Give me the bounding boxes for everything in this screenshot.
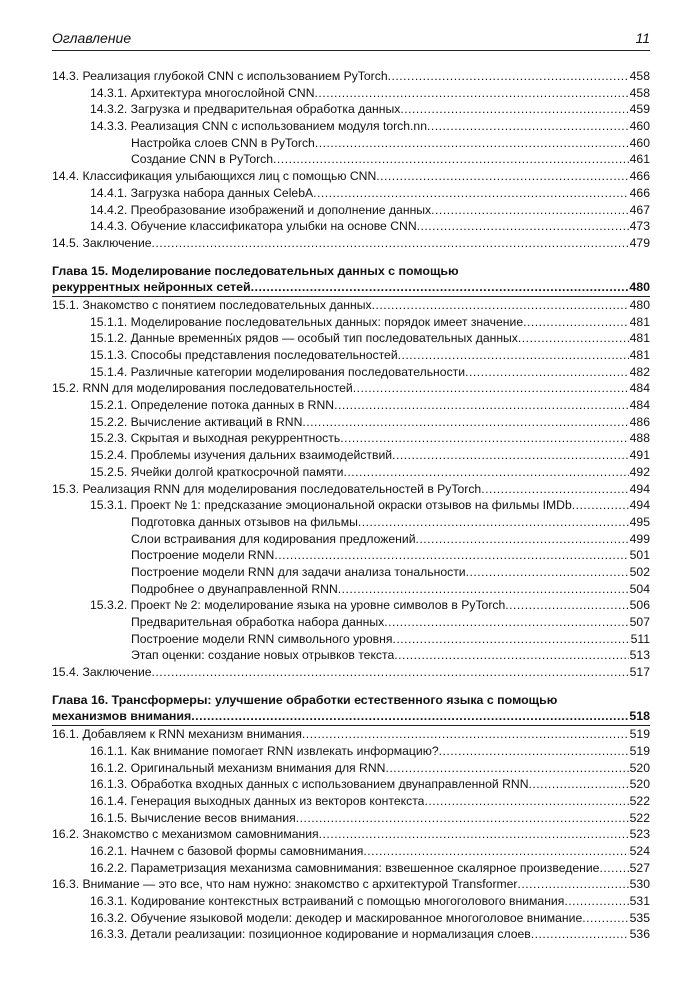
toc-entry-title: 15.2.2. Вычисление активаций в RNN xyxy=(90,414,303,429)
toc-entry-title: 16.3.1. Кодирование контекстных встраиваний с помощью многоголового внимания xyxy=(90,894,565,908)
dot-leader xyxy=(384,614,628,631)
toc-entry-title: 15.1.2. Данные временны́х рядов — особый тип последовательных данных xyxy=(90,331,518,346)
toc-entry-page: 480 xyxy=(629,297,650,312)
toc-entry-page: 520 xyxy=(629,760,650,775)
toc-entry[interactable] xyxy=(52,447,650,464)
toc-entry-page: 524 xyxy=(629,843,650,858)
toc-block-chapter-15 xyxy=(52,297,650,681)
dot-leader xyxy=(505,597,628,614)
toc-entry-page: 513 xyxy=(629,648,650,663)
toc-entry[interactable] xyxy=(52,843,650,860)
running-title: Оглавление xyxy=(52,30,132,46)
toc-entry-page: 466 xyxy=(629,169,650,184)
toc-entry-title: 16.2. Знакомство с механизмом самовнимания xyxy=(52,827,319,842)
toc-entry[interactable] xyxy=(52,597,650,614)
toc-entry-page: 458 xyxy=(629,69,650,83)
page-header xyxy=(52,30,650,51)
toc-entry-title: 15.3. Реализация RNN для моделирования последовательностей в PyTorch xyxy=(52,481,482,496)
toc-entry[interactable] xyxy=(52,826,650,843)
toc-entry-title: Настройка слоев CNN в PyTorch xyxy=(131,135,315,150)
dot-leader xyxy=(392,631,629,648)
dot-leader xyxy=(338,581,629,598)
toc-entry[interactable] xyxy=(52,85,650,102)
toc-entry-title: 15.2.3. Скрытая и выходная рекуррентность xyxy=(90,431,341,446)
toc-entry[interactable] xyxy=(52,202,650,219)
toc-entry-title: 16.1.5. Вычисление весов внимания xyxy=(90,810,296,825)
dot-leader xyxy=(481,481,628,498)
toc-entry-title: Создание CNN в PyTorch xyxy=(131,152,274,167)
toc-entry[interactable] xyxy=(52,776,650,793)
toc-entry-page: 522 xyxy=(629,810,650,825)
dot-leader xyxy=(334,397,629,414)
toc-entry-page: 530 xyxy=(629,877,650,892)
dot-leader xyxy=(416,531,629,548)
toc-entry-page: 536 xyxy=(629,927,650,942)
dot-leader xyxy=(427,118,629,135)
toc-entry-title: 14.5. Заключение xyxy=(52,235,152,250)
toc-entry-page: 460 xyxy=(629,135,650,150)
toc-entry-title: 16.1.2. Оригинальный механизм внимания для RNN xyxy=(90,760,386,775)
toc-entry-page: 481 xyxy=(629,314,650,329)
dot-leader xyxy=(564,893,628,910)
dot-leader xyxy=(302,414,628,431)
dot-leader xyxy=(424,793,628,810)
toc-entry-page: 494 xyxy=(629,481,650,496)
toc-entry-title: 14.3. Реализация глубокой CNN с использованием PyTorch xyxy=(52,69,388,83)
chapter-15-heading: Глава 15. Моделирование последовательных данных с помощью xyxy=(52,263,459,278)
toc-entry-title: 15.2. RNN для моделирования последовательностей xyxy=(52,381,353,396)
toc-entry[interactable] xyxy=(52,876,650,893)
toc-entry[interactable] xyxy=(52,151,650,168)
toc-entry-title: 15.1.3. Способы представления последовательностей xyxy=(90,348,398,362)
toc-entry-page: 488 xyxy=(629,431,650,446)
toc-entry-page: 502 xyxy=(629,564,650,579)
toc-entry[interactable] xyxy=(52,531,650,548)
toc-entry[interactable] xyxy=(52,581,650,598)
toc-entry-title: 16.1.4. Генерация выходных данных из векторов контекста xyxy=(90,793,425,808)
toc-entry[interactable] xyxy=(52,910,650,927)
toc-entry-title: 15.2.5. Ячейки долгой краткосрочной памяти xyxy=(90,464,344,479)
toc-entry-page: 520 xyxy=(629,777,650,792)
dot-leader xyxy=(439,743,629,760)
dot-leader xyxy=(518,876,629,893)
toc-entry-title: Подробнее о двунаправленной RNN xyxy=(131,581,338,596)
toc-entry[interactable] xyxy=(52,514,650,531)
toc-entry-title: 16.3.2. Обучение языковой модели: декодер и маскированное многоголовое внимание xyxy=(90,910,583,925)
toc-entry[interactable] xyxy=(52,101,650,118)
dot-leader xyxy=(465,364,629,381)
toc-entry-page: 517 xyxy=(629,665,650,680)
toc-entry[interactable] xyxy=(52,347,650,364)
dot-leader xyxy=(251,279,629,296)
toc-entry[interactable] xyxy=(52,330,650,347)
toc-entry[interactable] xyxy=(52,168,650,185)
dot-leader xyxy=(388,68,629,85)
toc-entry-page: 494 xyxy=(629,498,650,513)
toc-entry-page: 481 xyxy=(629,348,650,362)
toc-entry-page: 531 xyxy=(629,894,650,908)
toc-entry[interactable] xyxy=(52,743,650,760)
toc-entry-title: Предварительная обработка набора данных xyxy=(131,615,385,629)
dot-leader xyxy=(518,330,629,347)
dot-leader xyxy=(315,85,629,102)
toc-entry-title: 15.1.4. Различные категории моделирования последовательности xyxy=(90,364,466,379)
toc-entry-title: 14.4.2. Преобразование изображений и дополнение данных xyxy=(90,202,432,217)
toc-entry-title: 16.1.1. Как внимание помогает RNN извлекать информацию? xyxy=(90,743,439,758)
toc-entry[interactable] xyxy=(52,314,650,331)
toc-entry-page: 482 xyxy=(629,364,650,379)
toc-entry-page: 459 xyxy=(629,102,650,117)
toc-entry-title: 15.3.2. Проект № 2: моделирование языка на уровне символов в PyTorch xyxy=(90,598,506,613)
toc-entry[interactable] xyxy=(52,118,650,135)
toc-entry-page: 522 xyxy=(629,793,650,808)
toc-entry[interactable] xyxy=(52,793,650,810)
toc-entry-title: 16.3.3. Детали реализации: позиционное кодирование и нормализация слоев xyxy=(90,927,531,942)
toc-entry[interactable] xyxy=(52,218,650,235)
toc-entry-page: 491 xyxy=(629,448,650,463)
toc-entry-page: 535 xyxy=(629,910,650,925)
toc-entry-page: 484 xyxy=(629,398,650,413)
toc-entry-title: 14.3.1. Архитектура многослойной CNN xyxy=(90,85,315,100)
toc-entry[interactable] xyxy=(52,760,650,777)
toc-entry-page: 506 xyxy=(629,598,650,613)
toc-entry-page: 467 xyxy=(629,202,650,217)
toc-entry[interactable] xyxy=(52,364,650,381)
toc-entry-page: 511 xyxy=(630,631,650,646)
toc-entry-page: 523 xyxy=(629,827,650,842)
toc-entry-title: 16.1. Добавляем к RNN механизм внимания xyxy=(52,727,302,742)
dot-leader xyxy=(313,185,629,202)
toc-entry-title: Построение модели RNN для задачи анализа тональности xyxy=(131,564,466,579)
toc-entry-page: 466 xyxy=(629,185,650,200)
dot-leader xyxy=(523,314,629,331)
page-number: 11 xyxy=(635,30,650,46)
toc-entry[interactable] xyxy=(52,614,650,631)
toc-block-chapter-14 xyxy=(52,68,650,252)
chapter-15-page: 480 xyxy=(629,280,650,295)
toc-entry-title: 15.3.1. Проект № 1: предсказание эмоциональной окраски отзывов на фильмы IMDb xyxy=(90,498,572,513)
toc-entry-title: 15.1. Знакомство с понятием последовательных данных xyxy=(52,297,372,312)
toc-entry-page: 495 xyxy=(629,514,650,529)
toc-entry-page: 486 xyxy=(629,414,650,429)
toc-entry-page: 458 xyxy=(629,85,650,100)
dot-leader xyxy=(296,810,629,827)
toc-entry[interactable] xyxy=(52,135,650,152)
chapter-16-page: 518 xyxy=(629,709,650,724)
toc-entry-title: 14.3.2. Загрузка и предварительная обработка данных xyxy=(90,102,401,117)
dot-leader xyxy=(152,664,629,681)
toc-entry-title: 15.4. Заключение xyxy=(52,665,152,680)
toc-entry-page: 492 xyxy=(629,464,650,479)
dot-leader xyxy=(315,135,629,152)
toc-entry-page: 501 xyxy=(629,548,650,563)
dot-leader xyxy=(302,726,629,743)
toc-entry-page: 527 xyxy=(629,860,650,875)
toc-entry-title: 15.2.4. Проблемы изучения дальних взаимодействий xyxy=(90,448,393,463)
chapter-16-heading: Глава 16. Трансформеры: улучшение обработки естественного языка с помощью xyxy=(52,692,558,707)
chapter-16-heading-line[interactable] xyxy=(52,708,650,726)
toc-entry-page: 461 xyxy=(629,152,650,167)
chapter-15-title-continued: рекуррентных нейронных сетей xyxy=(52,280,251,295)
toc-entry[interactable] xyxy=(52,564,650,581)
toc-entry-title: 15.1.1. Моделирование последовательных данных: порядок имеет значение xyxy=(90,314,524,329)
dot-leader xyxy=(572,497,629,514)
toc-entry[interactable] xyxy=(52,664,650,681)
toc-entry-page: 484 xyxy=(629,381,650,396)
toc-entry[interactable] xyxy=(52,481,650,498)
toc-entry[interactable] xyxy=(52,380,650,397)
dot-leader xyxy=(343,464,628,481)
toc-entry[interactable] xyxy=(52,185,650,202)
toc-entry-title: 15.2.1. Определение потока данных в RNN xyxy=(90,398,335,413)
toc-entry-title: 16.2.1. Начнем с базовой формы самовнимания xyxy=(90,843,364,858)
toc-entry[interactable] xyxy=(52,860,650,877)
toc-entry[interactable] xyxy=(52,893,650,910)
dot-leader xyxy=(353,380,629,397)
toc-entry-page: 473 xyxy=(629,219,650,234)
toc-entry[interactable] xyxy=(52,726,650,743)
toc-entry[interactable] xyxy=(52,68,650,85)
dot-leader xyxy=(400,101,628,118)
toc-entry[interactable] xyxy=(52,397,650,414)
toc-entry[interactable] xyxy=(52,430,650,447)
toc-entry[interactable] xyxy=(52,926,650,943)
chapter-15-heading-line[interactable] xyxy=(52,279,650,297)
dot-leader xyxy=(466,564,629,581)
toc-entry-title: Построение модели RNN xyxy=(131,548,275,563)
toc-entry-page: 507 xyxy=(629,615,650,629)
dot-leader xyxy=(531,926,629,943)
toc-entry-title: 16.1.3. Обработка входных данных с использованием двунаправленной RNN xyxy=(90,777,529,792)
toc-entry-title: 16.2.2. Параметризация механизма самовнимания: взвешенное скалярное произведение xyxy=(90,860,600,875)
toc-entry[interactable] xyxy=(52,547,650,564)
toc-block-chapter-16 xyxy=(52,726,650,943)
toc-entry-title: 14.4.3. Обучение классификатора улыбки на основе CNN xyxy=(90,219,417,234)
toc-entry-page: 519 xyxy=(629,727,650,742)
dot-leader xyxy=(376,168,628,185)
toc-entry[interactable] xyxy=(52,497,650,514)
toc-entry[interactable] xyxy=(52,297,650,314)
dot-leader xyxy=(385,760,628,777)
toc-entry-page: 479 xyxy=(629,235,650,250)
dot-leader xyxy=(398,347,629,364)
toc-entry-title: 14.4. Классификация улыбающихся лиц с помощью CNN xyxy=(52,169,377,184)
dot-leader xyxy=(340,430,628,447)
toc-entry[interactable] xyxy=(52,631,650,648)
toc-entry-title: Подготовка данных отзывов на фильмы xyxy=(131,514,358,529)
toc-entry[interactable] xyxy=(52,414,650,431)
toc-entry[interactable] xyxy=(52,235,650,252)
dot-leader xyxy=(274,547,628,564)
chapter-16-title-continued: механизмов внимания xyxy=(52,709,192,724)
toc-entry-title: 14.3.3. Реализация CNN с использованием модуля torch.nn xyxy=(90,119,427,134)
dot-leader xyxy=(392,447,629,464)
toc-entry-title: Построение модели RNN символьного уровня xyxy=(131,631,393,646)
toc-entry-page: 519 xyxy=(629,743,650,758)
dot-leader xyxy=(529,776,629,793)
dot-leader xyxy=(273,151,629,168)
dot-leader xyxy=(191,708,628,725)
dot-leader xyxy=(599,860,628,877)
toc-entry-page: 460 xyxy=(629,119,650,134)
toc-entry-page: 504 xyxy=(629,581,650,596)
table-of-contents xyxy=(52,68,650,943)
dot-leader xyxy=(319,826,629,843)
toc-entry-page: 499 xyxy=(629,531,650,546)
toc-entry-title: 16.3. Внимание — это все, что нам нужно: знакомство с архитектурой Transformer xyxy=(52,877,518,892)
toc-entry-title: Этап оценки: создание новых отрывков текста xyxy=(131,648,395,663)
toc-entry[interactable] xyxy=(52,464,650,481)
toc-entry-page: 481 xyxy=(629,331,650,346)
toc-entry-title: Слои встраивания для кодирования предложений xyxy=(131,531,416,546)
dot-leader xyxy=(372,297,629,314)
dot-leader xyxy=(363,843,628,860)
toc-entry[interactable] xyxy=(52,647,650,664)
dot-leader xyxy=(417,218,629,235)
dot-leader xyxy=(152,235,629,252)
dot-leader xyxy=(394,647,628,664)
toc-entry-title: 14.4.1. Загрузка набора данных CelebA xyxy=(90,185,314,200)
dot-leader xyxy=(431,202,629,219)
toc-entry[interactable] xyxy=(52,810,650,827)
dot-leader xyxy=(358,514,629,531)
dot-leader xyxy=(582,910,628,927)
